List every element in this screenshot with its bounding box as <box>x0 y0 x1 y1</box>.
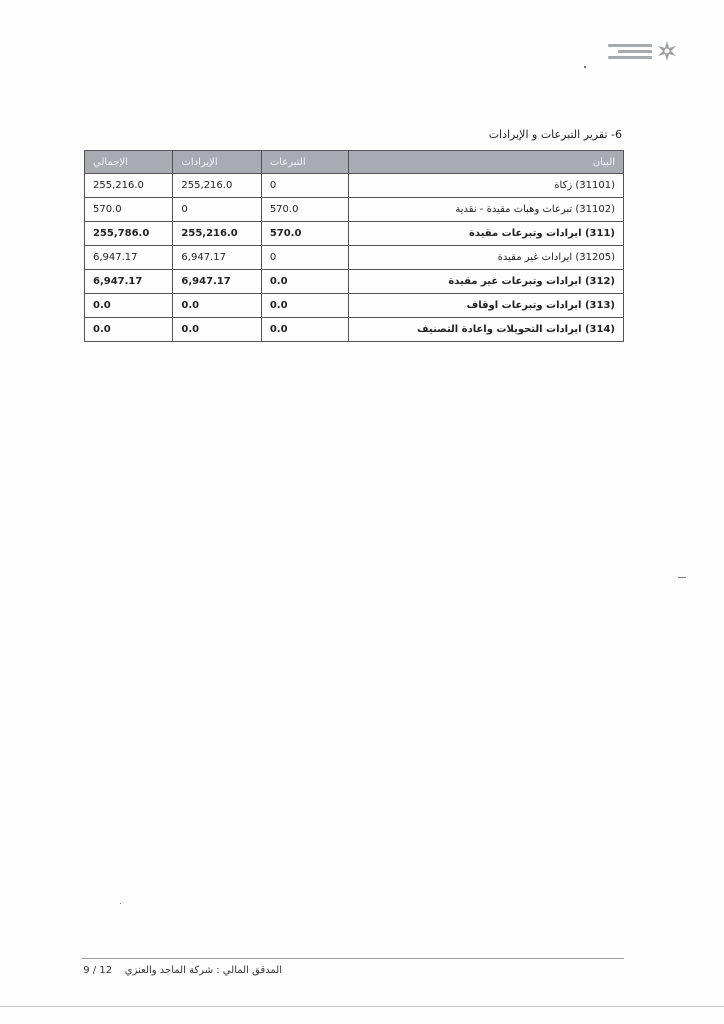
row-total: 6,947.17 <box>85 246 173 270</box>
table-header-row <box>85 151 624 174</box>
table-row-subtotal <box>85 318 624 342</box>
row-total: 0.0 <box>85 318 173 342</box>
row-revenues: 255,216.0 <box>173 222 261 246</box>
logo-wordmark <box>608 44 652 59</box>
row-total: 6,947.17 <box>85 270 173 294</box>
row-total: 255,786.0 <box>85 222 173 246</box>
row-donations: 0.0 <box>261 294 349 318</box>
row-total: 255,216.0 <box>85 174 173 198</box>
row-revenues: 0.0 <box>173 318 261 342</box>
scan-edge-line <box>0 1006 724 1007</box>
row-description: (31101) زكاة <box>349 174 624 198</box>
table-row <box>85 198 624 222</box>
row-donations: 570.0 <box>261 198 349 222</box>
row-revenues: 6,947.17 <box>173 270 261 294</box>
row-donations: 0 <box>261 174 349 198</box>
column-header-donations: التبرعات <box>261 151 349 174</box>
footer <box>60 965 282 976</box>
scan-speck <box>120 903 121 904</box>
row-total: 0.0 <box>85 294 173 318</box>
footer-page-number: 12 / 9 <box>83 965 113 976</box>
row-donations: 570.0 <box>261 222 349 246</box>
scan-speck <box>584 66 586 68</box>
column-header-total: الإجمالي <box>85 151 173 174</box>
table-row <box>85 174 624 198</box>
table-row-subtotal <box>85 270 624 294</box>
row-revenues: 0 <box>173 198 261 222</box>
row-description: (312) ايرادات وتبرعات غير مقيدة <box>349 270 624 294</box>
footer-auditor: المدقق المالي : شركة الماجد والعنزي <box>124 965 282 976</box>
row-donations: 0.0 <box>261 270 349 294</box>
column-header-revenues: الإيرادات <box>173 151 261 174</box>
row-donations: 0 <box>261 246 349 270</box>
star-emblem-icon <box>656 40 678 62</box>
row-description: (311) ايرادات وتبرعات مقيدة <box>349 222 624 246</box>
table-row-subtotal <box>85 294 624 318</box>
column-header-description: البيان <box>349 151 624 174</box>
row-revenues: 0.0 <box>173 294 261 318</box>
row-description: (31205) ايرادات غير مقيدة <box>349 246 624 270</box>
table-row <box>85 246 624 270</box>
donations-revenues-table <box>84 150 624 342</box>
row-revenues: 255,216.0 <box>173 174 261 198</box>
footer-divider <box>82 958 624 959</box>
organization-logo <box>608 36 680 66</box>
scan-speck <box>678 577 686 578</box>
row-description: (31102) تبرعات وهبات مقيدة - نقدية <box>349 198 624 222</box>
row-total: 570.0 <box>85 198 173 222</box>
row-description: (313) ايرادات وتبرعات اوقاف <box>349 294 624 318</box>
row-donations: 0.0 <box>261 318 349 342</box>
section-title: 6- تقرير التبرعات و الإيرادات <box>488 128 622 141</box>
table-row-subtotal <box>85 222 624 246</box>
row-revenues: 6,947.17 <box>173 246 261 270</box>
row-description: (314) ايرادات التحويلات واعادة التصنيف <box>349 318 624 342</box>
